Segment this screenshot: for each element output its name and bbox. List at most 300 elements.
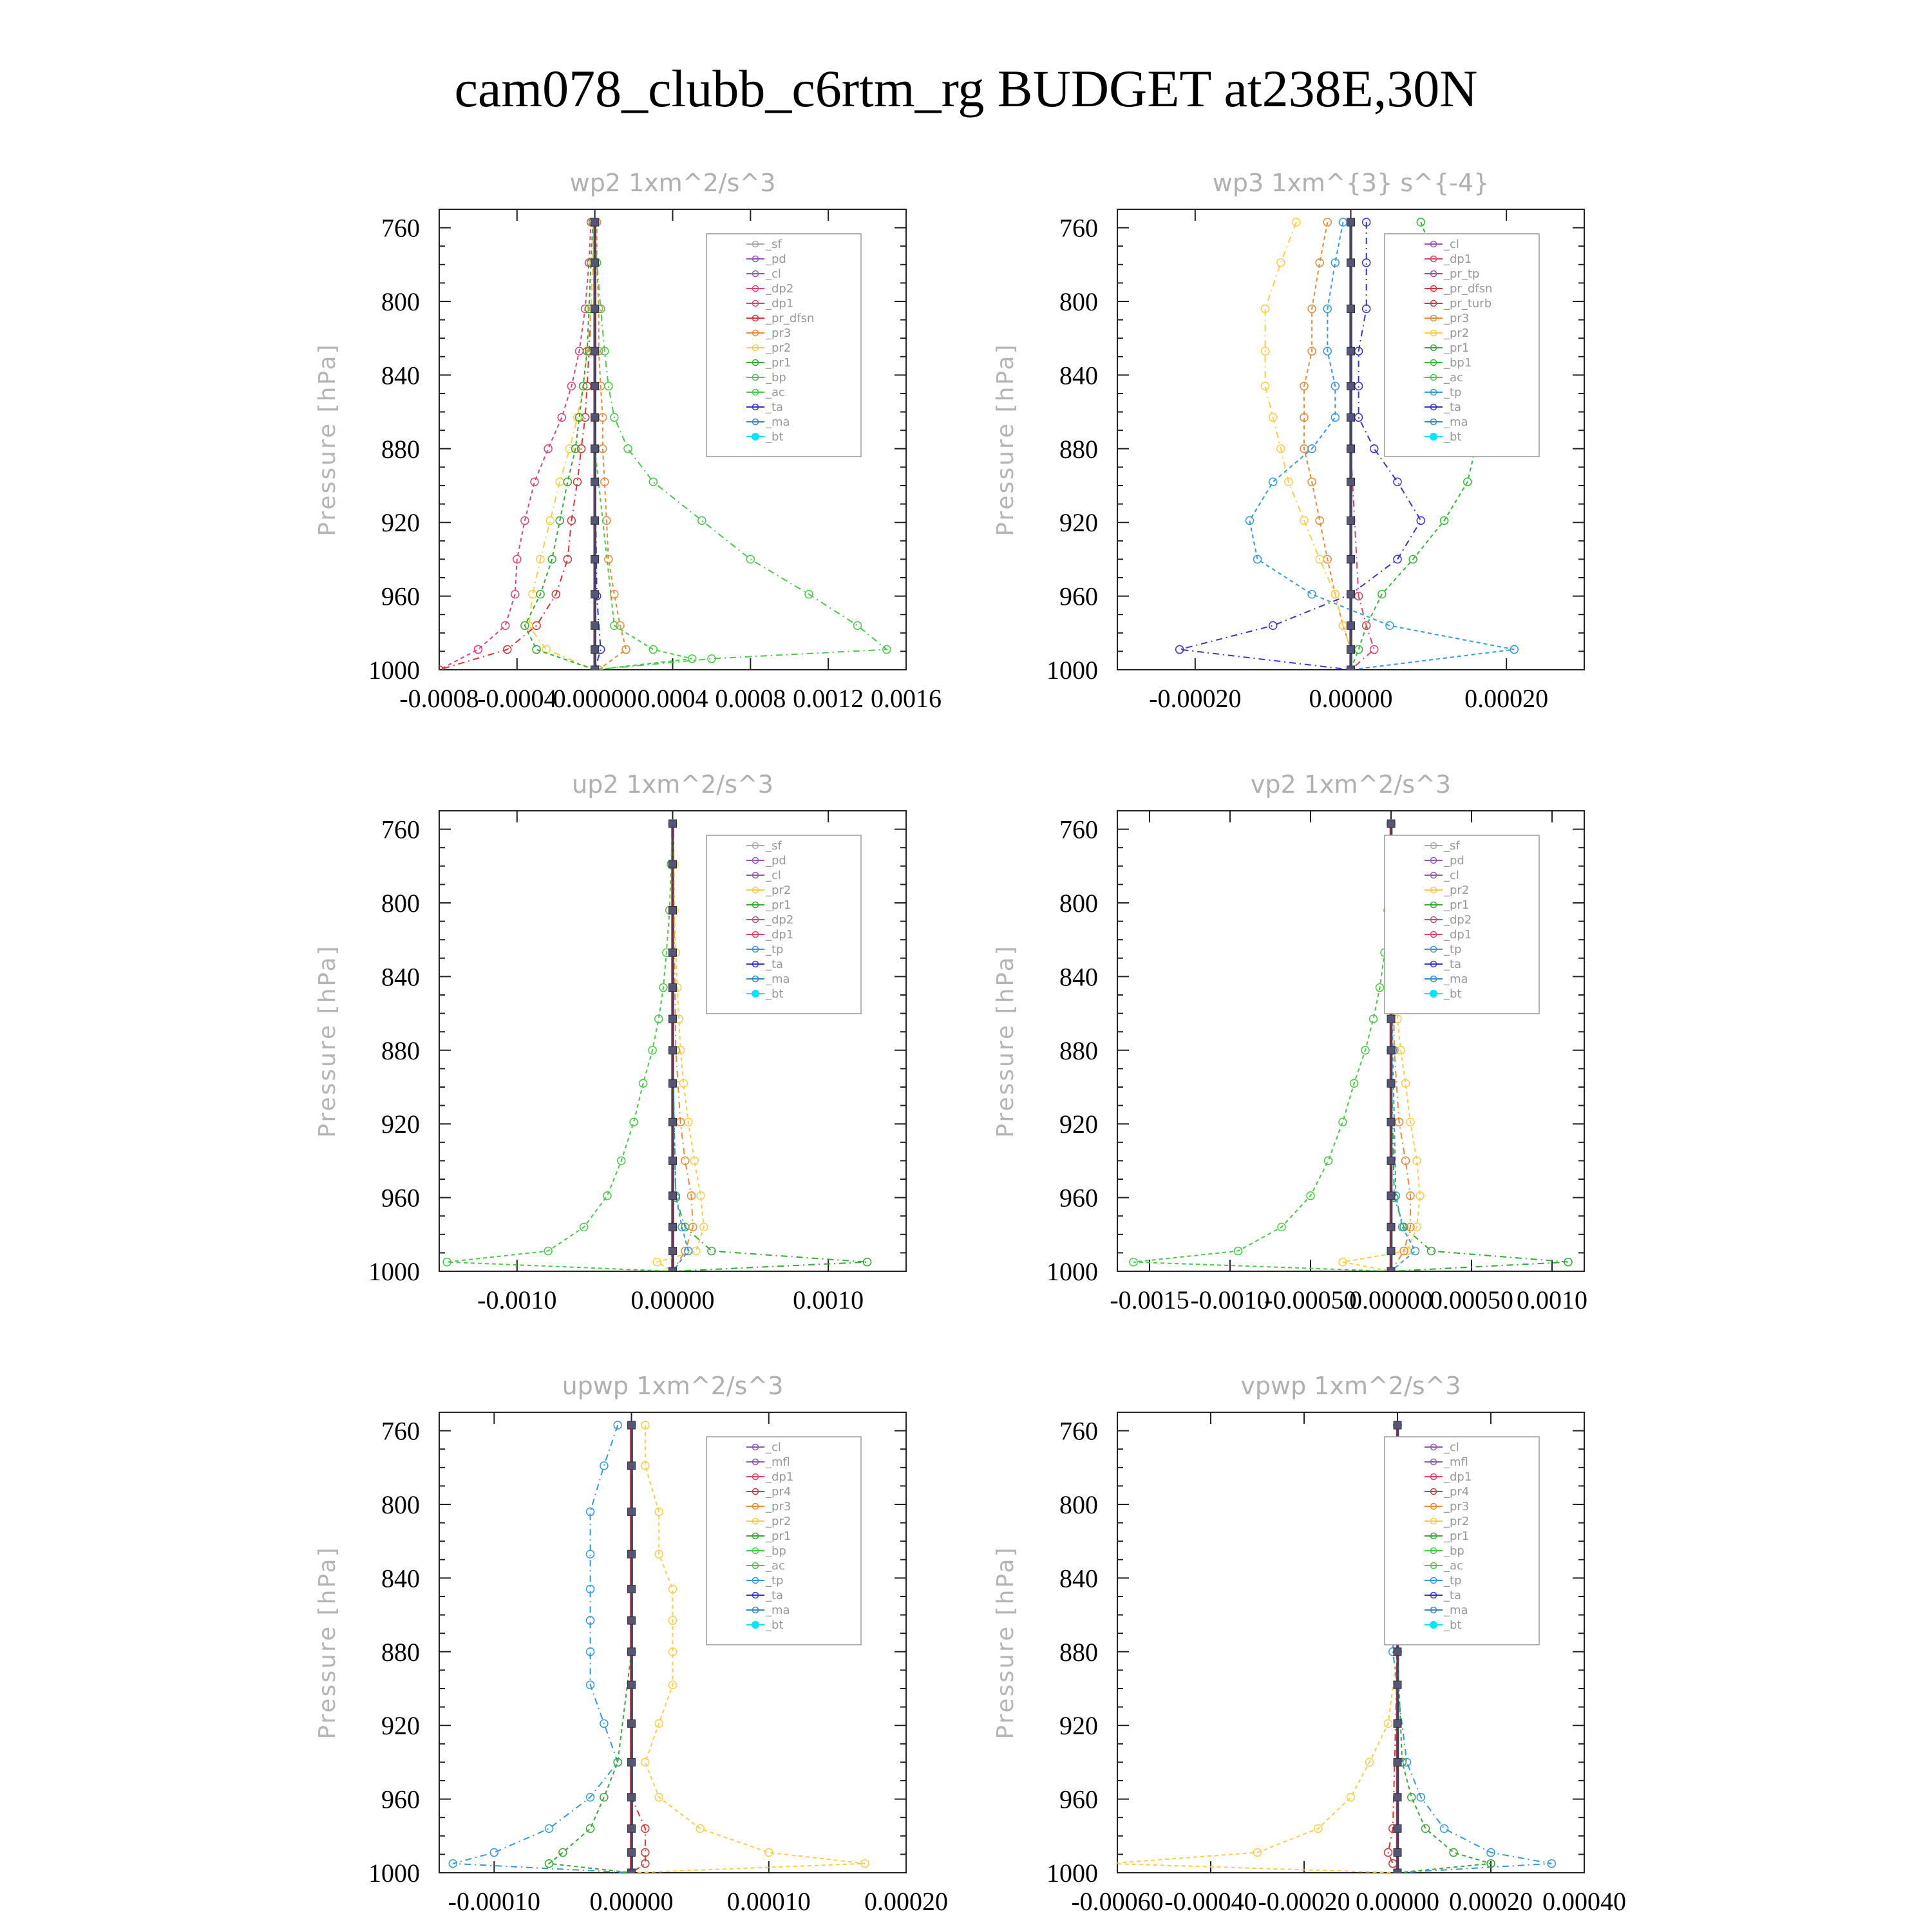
panel-vp2 [992,770,1587,1314]
data-point [1389,1860,1397,1868]
y-tick-label: 960 [1059,1183,1098,1213]
y-axis-label: Pressure [hPa] [314,944,341,1138]
panel-wp2 [314,169,942,713]
legend-entry: _bt [1444,430,1462,444]
data-point [1394,1758,1401,1766]
y-axis-label: Pressure [hPa] [992,944,1019,1138]
legend-entry: _mfl [766,1455,790,1469]
y-axis-label: Pressure [hPa] [992,343,1019,536]
data-point [1325,1157,1332,1164]
legend-entry: _pd [766,854,786,867]
y-tick-label: 880 [381,434,420,464]
x-tick-label: 0.00000 [1349,1285,1433,1314]
data-point [1104,1860,1112,1868]
legend-marker [1430,433,1437,440]
y-axis-label: Pressure [hPa] [314,1546,341,1739]
x-tick-label: 0.00000 [630,1285,715,1314]
legend-entry: _bt [766,430,784,444]
x-tick-label: -0.00020 [1149,684,1242,713]
legend-entry: _pr_dfsn [766,312,815,325]
x-tick-label: 0.0010 [793,1285,864,1314]
data-point [533,621,540,629]
data-point [591,478,599,486]
data-point [1387,1223,1395,1231]
data-point [669,1192,677,1200]
y-tick-label: 920 [1059,1110,1098,1139]
y-tick-label: 960 [381,582,420,611]
data-point [1355,383,1363,390]
legend-marker [1430,990,1437,998]
y-tick-label: 920 [381,508,420,538]
legend-entry: _ta [766,958,784,971]
data-point [591,445,599,453]
panel-title: up2 1xm^2/s^3 [572,770,773,799]
panel-wp3 [992,169,1584,713]
data-point [669,1046,677,1054]
data-point [628,1508,636,1515]
x-tick-label: 0.00050 [1430,1285,1513,1314]
legend-entry: _dp1 [766,297,794,310]
y-tick-label: 1000 [368,1257,420,1286]
legend-entry: _pr3 [766,327,791,340]
legend-entry: _cl [1444,869,1459,882]
panel-title: vpwp 1xm^2/s^3 [1240,1372,1461,1400]
legend-entry: _dp1 [766,1470,794,1484]
series-line-tp [453,1425,631,1873]
y-tick-label: 760 [381,1416,420,1446]
data-point [853,621,861,629]
legend-entry: _bt [1444,987,1462,1001]
data-point [1347,555,1355,563]
legend-entry: _pr2 [1444,1515,1470,1528]
y-tick-label: 880 [1059,1637,1098,1667]
y-tick-label: 840 [1059,1564,1098,1593]
data-point [1347,646,1355,654]
data-point [628,1794,636,1801]
y-tick-label: 920 [381,1711,420,1741]
y-tick-label: 880 [381,1036,420,1065]
data-point [591,516,599,524]
x-tick-label: 0.00040 [1542,1887,1626,1916]
data-point [1394,1421,1401,1429]
legend-entry: _pr2 [766,341,791,355]
y-tick-label: 880 [381,1637,420,1667]
data-point [559,1849,567,1857]
legend-entry: _ac [1444,1559,1463,1573]
legend-entry: _dp1 [1444,1470,1472,1484]
legend-entry: _cl [766,869,781,882]
legend-entry: _bt [766,987,784,1001]
data-point [1387,1079,1395,1087]
data-point [1347,259,1355,267]
y-tick-label: 920 [1059,1711,1098,1741]
data-point [531,478,538,486]
data-point [1370,445,1378,453]
legend-entry: _cl [766,267,781,281]
x-tick-label: -0.00020 [1258,1887,1350,1916]
x-tick-label: -0.0015 [1110,1285,1189,1314]
x-tick-label: 0.00010 [726,1887,811,1916]
y-tick-label: 1000 [1046,656,1098,685]
data-point [1387,1267,1395,1275]
series-line-pr3 [1304,222,1351,670]
data-point [1347,305,1355,312]
data-point [628,1681,636,1689]
y-tick-label: 800 [381,287,420,316]
legend-entry: _sf [766,238,782,251]
legend-entry: _pr4 [1444,1485,1470,1499]
data-point [669,1223,677,1231]
y-tick-label: 840 [381,361,420,390]
x-tick-label: 0.00000 [553,684,637,713]
panels [314,169,1626,1916]
data-point [1347,347,1355,355]
data-point [1387,1192,1395,1200]
legend-entry: _pr1 [766,1530,791,1543]
x-tick-label: 0.00000 [589,1887,674,1916]
x-tick-label: -0.0010 [477,1285,557,1314]
legend-entry: _pr3 [1444,1500,1470,1513]
data-point [628,1550,636,1558]
legend-entry: _ma [1444,415,1468,429]
data-point [533,646,540,654]
data-point [591,555,599,563]
data-point [628,1586,636,1593]
legend-entry: _ta [766,1589,784,1602]
y-tick-label: 920 [1059,508,1098,538]
data-point [669,984,677,992]
legend-entry: _dp1 [1444,252,1472,266]
data-point [1387,1157,1395,1164]
y-tick-label: 840 [381,1564,420,1593]
legend-entry: _ma [766,972,790,986]
x-tick-label: -0.00050 [1264,1285,1357,1314]
data-point [1394,1719,1401,1727]
y-tick-label: 960 [1059,582,1098,611]
y-tick-label: 1000 [368,656,420,685]
data-point [591,666,599,674]
series-line-pr2 [657,824,704,1271]
legend-entry: _cl [766,1441,781,1454]
data-point [490,1849,498,1857]
y-tick-label: 840 [1059,962,1098,992]
data-point [1387,820,1395,828]
data-point [1347,478,1355,486]
legend-entry: _bp [1444,1544,1464,1558]
y-axis-label: Pressure [hPa] [992,1546,1019,1739]
data-point [591,621,599,629]
data-point [692,1247,700,1255]
series-line-pr_dfsn [439,222,593,670]
legend-entry: _dp2 [766,282,794,296]
data-point [1269,621,1277,629]
y-tick-label: 1000 [1046,1859,1098,1888]
legend-marker [1430,1621,1437,1629]
legend-entry: _mfl [1444,1455,1468,1469]
y-tick-label: 760 [1059,1416,1098,1446]
legend-entry: _tp [1444,943,1462,956]
x-tick-label: -0.0008 [399,684,479,713]
data-point [1347,621,1355,629]
data-point [1422,1824,1430,1832]
y-tick-label: 800 [381,889,420,918]
legend-entry: _bp1 [1444,356,1472,370]
data-point [628,1616,636,1624]
legend-entry: _tp [1444,386,1462,399]
legend-entry: _ma [1444,972,1468,986]
y-tick-label: 960 [1059,1785,1098,1814]
legend-entry: _pr4 [766,1485,791,1499]
panel-title: wp2 1xm^2/s^3 [569,169,776,197]
data-point [641,1758,649,1766]
legend-entry: _pr_tp [1444,267,1480,281]
legend-entry: _sf [1444,839,1460,853]
data-point [545,1824,553,1832]
y-tick-label: 840 [1059,361,1098,390]
y-tick-label: 800 [381,1490,420,1519]
legend-entry: _dp1 [1444,928,1472,942]
data-point [1394,1849,1401,1857]
data-point [746,555,754,563]
legend-entry: _pr1 [766,898,791,912]
data-point [1450,1849,1457,1857]
panel-up2 [314,770,906,1314]
legend-entry: _bt [766,1618,784,1632]
data-point [1417,516,1425,524]
x-tick-label: -0.00040 [1164,1887,1257,1916]
data-point [1347,383,1355,390]
legend-entry: _pd [1444,854,1464,867]
data-point [591,591,599,598]
data-point [1363,305,1370,312]
legend-entry: _ma [766,415,790,429]
data-point [1347,591,1355,598]
data-point [1347,218,1355,226]
series-line-pr3 [597,222,626,670]
y-tick-label: 760 [1059,213,1098,243]
data-point [1308,591,1316,598]
data-point [502,621,509,629]
data-point [600,1462,608,1470]
data-point [544,445,552,453]
data-point [1394,478,1401,486]
data-point [1370,646,1378,654]
legend-entry: _pr3 [766,1500,791,1513]
legend-entry: _pr1 [1444,898,1470,912]
data-point [698,516,706,524]
data-point [605,383,612,390]
series-line-pr1 [1108,1425,1398,1873]
data-point [669,1267,677,1275]
y-tick-label: 800 [1059,1490,1098,1519]
data-point [591,646,599,654]
data-point [669,1079,677,1087]
y-tick-label: 800 [1059,287,1098,316]
data-point [1262,383,1269,390]
legend-marker [752,1621,759,1629]
data-point [546,516,554,524]
legend-entry: _ac [1444,371,1463,384]
data-point [1347,1794,1355,1801]
data-point [1363,259,1370,267]
legend-entry: _pr2 [766,1515,791,1528]
data-point [628,1462,636,1470]
data-point [587,1824,594,1832]
data-point [1387,1247,1395,1255]
x-tick-label: -0.0010 [1190,1285,1270,1314]
data-point [1277,259,1285,267]
legend-entry: _sf [766,839,782,853]
legend-entry: _ac [766,1559,785,1573]
data-point [558,413,565,421]
data-point [1441,1824,1448,1832]
data-point [628,1758,636,1766]
legend-entry: _ta [1444,1589,1462,1602]
series-line-dp2 [439,222,591,670]
legend-entry: _pr_turb [1444,297,1492,310]
data-point [628,1421,636,1429]
x-tick-label: 0.0004 [637,684,708,713]
legend-entry: _pr1 [766,356,791,370]
legend-entry: _pr3 [1444,312,1470,325]
y-tick-label: 800 [1059,889,1098,918]
data-point [1387,1046,1395,1054]
legend [706,1437,861,1645]
data-point [1394,1824,1401,1832]
data-point [591,347,599,355]
data-point [1394,1681,1401,1689]
x-tick-label: -0.0004 [477,684,557,713]
data-point [669,1015,677,1023]
data-point [1394,1869,1401,1877]
y-tick-label: 880 [1059,434,1098,464]
x-tick-label: -0.00060 [1071,1887,1164,1916]
data-point [628,1869,636,1877]
legend-marker [752,433,759,440]
legend-entry: _dp1 [766,928,794,942]
series-line-bp [549,1425,632,1873]
data-point [591,383,599,390]
data-point [669,1118,677,1126]
data-point [474,646,482,654]
legend-entry: _pr1 [1444,1530,1470,1543]
legend [706,835,861,1014]
legend-marker [752,990,759,998]
data-point [1387,1118,1395,1126]
data-point [591,259,599,267]
x-tick-label: 0.0010 [1517,1285,1587,1314]
series-line-ac [595,222,692,670]
legend [1385,1437,1539,1645]
panel-title: vp2 1xm^2/s^3 [1250,770,1452,799]
legend [1385,835,1539,1014]
data-point [591,218,599,226]
data-point [587,1550,594,1558]
series-line-dp1 [447,824,672,1271]
y-tick-label: 960 [381,1785,420,1814]
legend-entry: _tp [766,1574,784,1587]
data-point [1347,445,1355,453]
data-point [1394,1648,1401,1656]
y-tick-label: 840 [381,962,420,992]
x-tick-label: 0.00020 [1449,1887,1533,1916]
panel-title: wp3 1xm^{3} s^{-4} [1212,169,1490,197]
data-point [669,1247,677,1255]
legend-entry: _pr2 [1444,327,1470,340]
legend-entry: _dp2 [766,913,794,927]
legend-entry: _ta [1444,958,1462,971]
series-line-dp1 [1133,824,1391,1271]
data-point [669,906,677,914]
x-tick-label: 0.00020 [1464,684,1549,713]
data-point [1355,646,1363,654]
panel-vpwp [992,1372,1626,1916]
x-tick-label: 0.00000 [1309,684,1393,713]
data-point [628,1824,636,1832]
legend-entry: _bp [766,1544,786,1558]
legend-entry: _ac [766,386,785,399]
data-point [1347,666,1355,674]
legend [706,234,861,457]
legend-entry: _bt [1444,1618,1462,1632]
data-point [1412,1247,1419,1255]
legend-entry: _pr1 [1444,341,1470,355]
legend-entry: _ma [1444,1604,1468,1617]
data-point [864,1258,871,1266]
y-axis-label: Pressure [hPa] [314,343,341,536]
legend-entry: _tp [1444,1574,1462,1587]
data-point [591,305,599,312]
data-point [1408,1794,1416,1801]
data-point [669,949,677,956]
legend-entry: _pd [766,252,786,266]
data-point [669,820,677,828]
data-point [649,478,657,486]
x-tick-label: -0.00010 [448,1887,540,1916]
legend-entry: _ta [766,401,784,414]
x-tick-label: 0.00000 [1356,1887,1439,1916]
data-point [1269,478,1277,486]
data-point [1387,1015,1395,1023]
legend-entry: _cl [1444,1441,1459,1454]
y-tick-label: 1000 [368,1859,420,1888]
x-tick-label: 0.0012 [793,684,864,713]
legend-entry: _pr2 [1444,884,1470,897]
data-point [628,1719,636,1727]
y-tick-label: 760 [381,815,420,844]
panel-upwp [314,1372,948,1916]
x-tick-label: 0.0016 [871,684,942,713]
data-point [1394,1794,1401,1801]
legend-entry: _ta [1444,401,1462,414]
legend-entry: _cl [1444,238,1459,251]
data-point [591,413,599,421]
data-point [624,445,632,453]
y-tick-label: 760 [1059,815,1098,844]
legend-entry: _pr2 [766,884,791,897]
legend-entry: _bp [766,371,786,384]
x-tick-label: 0.00020 [864,1887,948,1916]
data-point [1347,413,1355,421]
y-tick-label: 920 [381,1110,420,1139]
data-point [603,1192,611,1200]
figure-title: cam078_clubb_c6rtm_rg BUDGET at238E,30N [454,59,1478,118]
y-tick-label: 760 [381,213,420,243]
data-point [628,1648,636,1656]
legend [1385,234,1539,457]
data-point [669,1157,677,1164]
data-point [628,1849,636,1857]
